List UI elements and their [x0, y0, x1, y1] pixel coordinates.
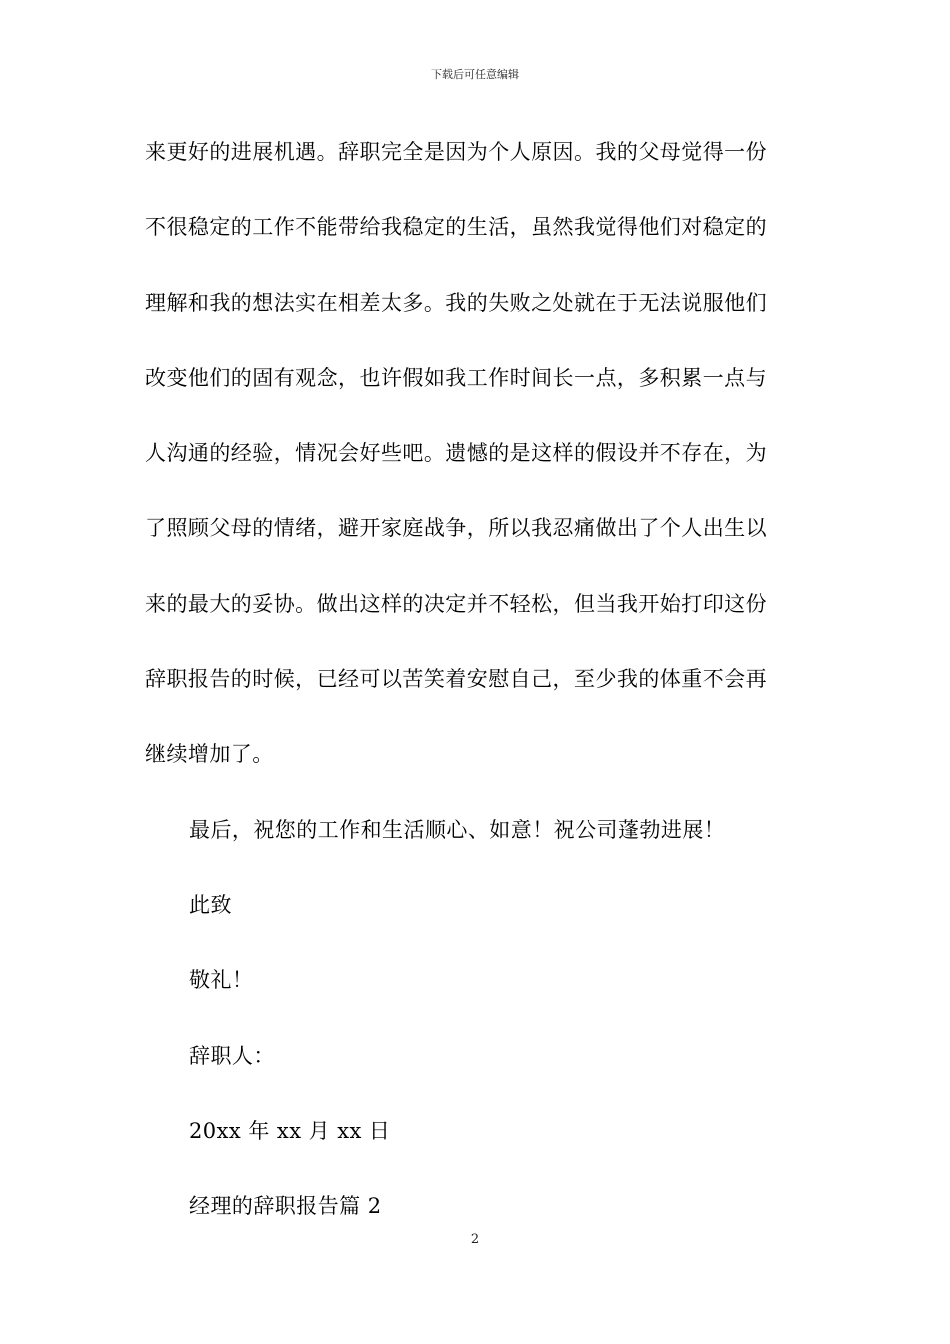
paragraph-line: 继续增加了。: [145, 742, 274, 767]
closing-wishes: 最后，祝您的工作和生活顺心、如意！祝公司蓬勃进展！: [189, 817, 726, 842]
next-section-title: 经理的辞职报告篇 2: [189, 1194, 382, 1219]
paragraph-line: 人沟通的经验，情况会好些吧。遗憾的是这样的假设并不存在，为: [145, 441, 768, 466]
signer-label: 辞职人：: [189, 1043, 275, 1068]
salutation-line-1: 此致: [189, 892, 232, 917]
signature-date: 20xx 年 xx 月 xx 日: [189, 1118, 391, 1143]
paragraph-line: 来更好的进展机遇。辞职完全是因为个人原因。我的父母觉得一份: [145, 140, 768, 164]
paragraph-line: 理解和我的想法实在相差太多。我的失败之处就在于无法说服他们: [145, 290, 768, 315]
paragraph-line: 来的最大的妥协。做出这样的决定并不轻松，但当我开始打印这份: [145, 591, 768, 616]
paragraph-line: 改变他们的固有观念，也许假如我工作时间长一点，多积累一点与: [145, 365, 768, 390]
document-body: [145, 132, 810, 1261]
paragraph-line: 了照顾父母的情绪，避开家庭战争，所以我忍痛做出了个人出生以: [145, 516, 768, 541]
paragraph-line: 不很稳定的工作不能带给我稳定的生活，虽然我觉得他们对稳定的: [145, 215, 768, 240]
paragraph-line: 辞职报告的时候，已经可以苦笑着安慰自己，至少我的体重不会再: [145, 667, 768, 692]
salutation-line-2: 敬礼！: [189, 968, 254, 993]
page-header: 下载后可任意编辑: [431, 68, 519, 81]
page-number: 2: [470, 1232, 480, 1247]
